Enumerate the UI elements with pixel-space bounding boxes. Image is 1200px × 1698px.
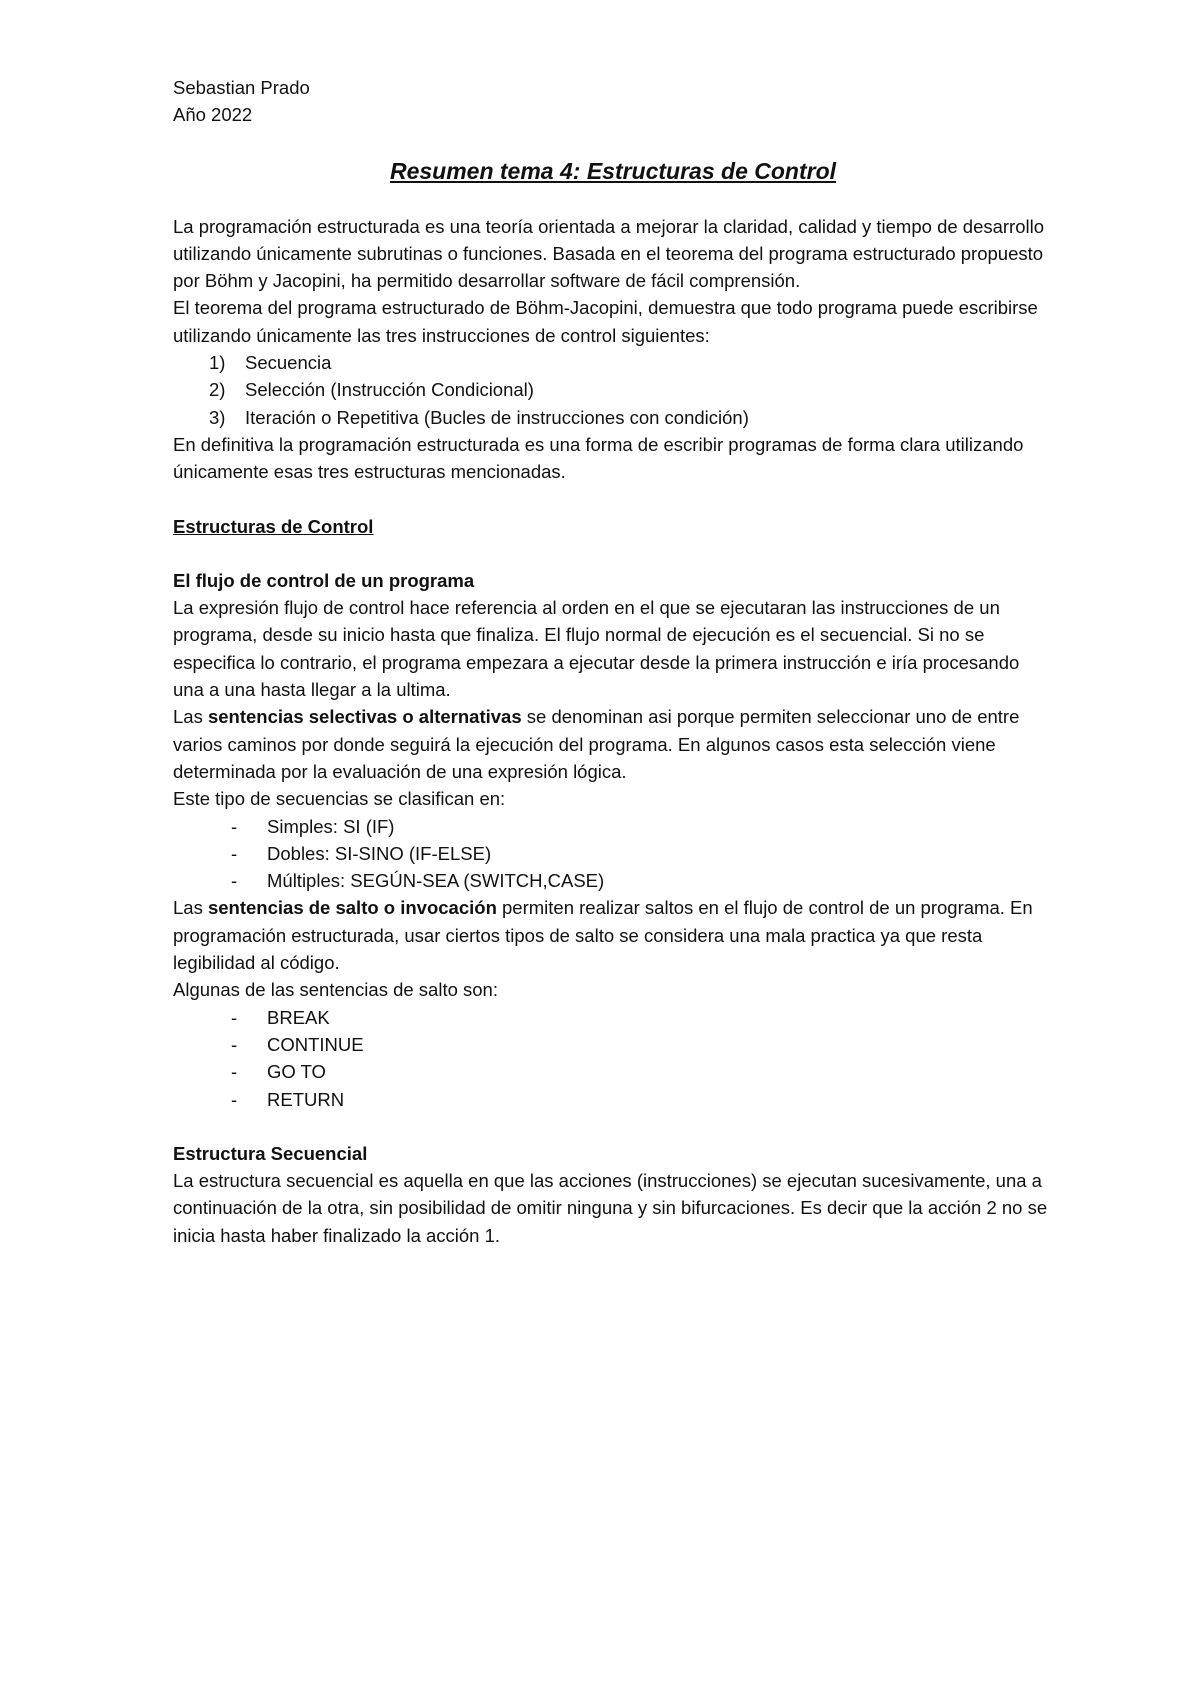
dash-marker: - bbox=[231, 1033, 238, 1055]
control-instructions-list bbox=[173, 349, 1053, 431]
page-title: Resumen tema 4: Estructuras de Control bbox=[389, 157, 837, 184]
dash-marker: - bbox=[231, 1061, 238, 1083]
section-heading: Estructuras de Control bbox=[173, 515, 374, 537]
intro-paragraph-3: En definitiva la programación estructurada es una forma de escribir programas de forma clara utilizando únicamente esas tres estructuras mencionadas. bbox=[173, 433, 1024, 483]
list-item bbox=[173, 840, 1053, 867]
list-item bbox=[173, 867, 1053, 894]
list-item-text: GO TO bbox=[267, 1061, 326, 1083]
list-item-text: Secuencia bbox=[245, 352, 332, 374]
dash-marker: - bbox=[231, 870, 238, 892]
document-content bbox=[173, 74, 1053, 1249]
author-name: Sebastian Prado bbox=[173, 77, 310, 98]
list-item-text: Múltiples: SEGÚN-SEA (SWITCH,CASE) bbox=[267, 870, 605, 892]
paragraph-lead: Las bbox=[173, 706, 208, 728]
flujo-paragraph-4 bbox=[173, 894, 1053, 976]
list-item-text: CONTINUE bbox=[267, 1033, 364, 1055]
flujo-paragraph-3: Este tipo de secuencias se clasifican en: bbox=[173, 788, 506, 810]
list-item-text: Simples: SI (IF) bbox=[267, 815, 395, 837]
jump-statements-list bbox=[173, 1004, 1053, 1113]
selective-types-list bbox=[173, 813, 1053, 895]
paragraph-rest: permiten realizar saltos en el flujo de control de un programa. En programación estructurada, usar ciertos tipos de salto se considera una mala practica ya que resta legibilidad al código. bbox=[173, 897, 1033, 974]
flujo-heading: El flujo de control de un programa bbox=[173, 569, 475, 591]
list-item bbox=[173, 1058, 1053, 1085]
secuencial-paragraph: La estructura secuencial es aquella en que las acciones (instrucciones) se ejecutan sucesivamente, una a continuación de la otra, sin posibilidad de omitir ninguna y sin bifurcaciones. Es decir que la acción 2 no se inicia hasta haber finalizado la acción 1. bbox=[173, 1170, 1048, 1246]
bold-term: sentencias selectivas o alternativas bbox=[207, 706, 522, 728]
list-marker: 2) bbox=[209, 379, 226, 401]
list-item bbox=[173, 349, 1053, 376]
list-item-text: BREAK bbox=[267, 1006, 330, 1028]
list-item bbox=[173, 404, 1053, 431]
list-item bbox=[173, 1031, 1053, 1058]
dash-marker: - bbox=[231, 815, 238, 837]
dash-marker: - bbox=[231, 1006, 238, 1028]
intro-paragraph-2: El teorema del programa estructurado de Böhm-Jacopini, demuestra que todo programa puede escribirse utilizando únicamente las tres instrucciones de control siguientes: bbox=[173, 297, 1038, 346]
list-item bbox=[173, 813, 1053, 840]
paragraph-rest: se denominan asi porque permiten seleccionar uno de entre varios caminos por donde seguirá la ejecución del programa. En algunos casos esta selección viene determinada por la evaluación de una expresión lógica. bbox=[173, 706, 1020, 782]
flujo-paragraph-1: La expresión flujo de control hace referencia al orden en el que se ejecutaran las instrucciones de un programa, desde su inicio hasta que finaliza. El flujo normal de ejecución es el secuencial. Si no se especifica lo contrario, el programa empezara a ejecutar desde la primera instrucción e iría procesando una a una hasta llegar a la ultima. bbox=[173, 597, 1020, 701]
list-marker: 3) bbox=[209, 406, 226, 428]
list-item bbox=[173, 1004, 1053, 1031]
intro-paragraph-1: La programación estructurada es una teoría orientada a mejorar la claridad, calidad y tiempo de desarrollo utilizando únicamente subrutinas o funciones. Basada en el teorema del programa estructurado propuesto por Böhm y Jacopini, ha permitido desarrollar software de fácil comprensión. bbox=[173, 215, 1045, 292]
secuencial-heading: Estructura Secuencial bbox=[173, 1142, 368, 1164]
flujo-paragraph-2 bbox=[173, 703, 1053, 785]
dash-marker: - bbox=[231, 842, 238, 864]
list-item-text: Selección (Instrucción Condicional) bbox=[245, 379, 534, 401]
list-marker: 1) bbox=[209, 352, 226, 374]
list-item-text: Dobles: SI-SINO (IF-ELSE) bbox=[267, 842, 492, 864]
flujo-paragraph-5: Algunas de las sentencias de salto son: bbox=[173, 979, 498, 1001]
bold-term: sentencias de salto o invocación bbox=[207, 897, 497, 919]
list-item-text: RETURN bbox=[267, 1088, 345, 1110]
list-item bbox=[173, 376, 1053, 403]
dash-marker: - bbox=[231, 1088, 238, 1110]
document-year: Año 2022 bbox=[173, 104, 253, 126]
list-item bbox=[173, 1086, 1053, 1113]
list-item-text: Iteración o Repetitiva (Bucles de instrucciones con condición) bbox=[245, 406, 749, 428]
paragraph-lead: Las bbox=[173, 897, 208, 919]
